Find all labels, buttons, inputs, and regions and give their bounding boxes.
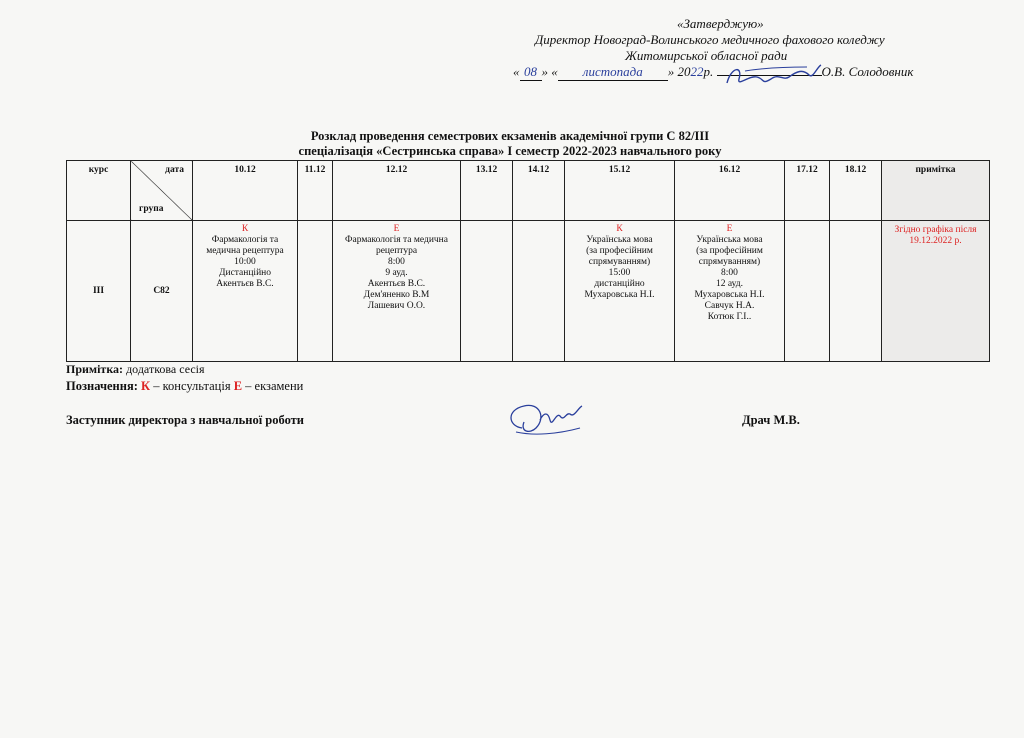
cell-line: 9 ауд. (385, 268, 408, 278)
note-label: Примітка: (66, 362, 124, 376)
header-date: 15.12 (565, 161, 675, 221)
cell-line: 10:00 (234, 257, 256, 267)
approval-director-name: О.В. Солодовник (821, 64, 914, 79)
note-text: додаткова сесія (123, 362, 205, 376)
header-date: 16.12 (675, 161, 785, 221)
cell-line: дистанційно (594, 279, 645, 289)
header-date: 14.12 (513, 161, 565, 221)
cell-line: Українська мова (696, 235, 763, 245)
exam-type-k: К (616, 224, 623, 234)
header-kurs: курс (67, 161, 131, 221)
note-line (66, 362, 205, 377)
legend-e-text: – екзамени (242, 379, 304, 393)
approval-month: листопада (558, 64, 668, 81)
header-date: 11.12 (298, 161, 333, 221)
exam-type-e: Е (393, 224, 400, 234)
cell-line: рецептура (375, 246, 418, 256)
cell-line: (за професійним (696, 246, 763, 256)
cell-line: 8:00 (721, 268, 738, 278)
approval-director-title: Директор Новоград-Волинського медичного фахового коледжу (535, 32, 885, 47)
header-note: примітка (882, 161, 990, 221)
header-data: дата (165, 165, 184, 175)
cell-line: 12 ауд. (716, 279, 743, 289)
schedule-table (66, 160, 990, 362)
cell-line: Котюк Г.І.. (707, 312, 752, 322)
header-grupa: група (139, 204, 164, 214)
cell-10-12 (193, 221, 298, 362)
cell-13-12 (461, 221, 513, 362)
deputy-name: Драч М.В. (742, 413, 800, 427)
table-row (67, 221, 990, 362)
cell-line: Акентьєв В.С. (367, 279, 426, 289)
exam-type-k: К (241, 224, 249, 234)
legend-line (66, 379, 303, 394)
cell-line: Мухаровська Н.І. (584, 290, 655, 300)
cell-line: 8:00 (388, 257, 405, 267)
cell-16-12 (675, 221, 785, 362)
header-date: 18.12 (830, 161, 882, 221)
cell-line: (за професійним (586, 246, 653, 256)
header-date: 12.12 (333, 161, 461, 221)
legend-k-text: – консультація (150, 379, 234, 393)
approval-council: Житомирської обласної ради (625, 48, 788, 63)
director-signature-line (717, 75, 822, 76)
approval-heading: «Затверджую» (677, 16, 764, 31)
cell-line: Савчук Н.А. (704, 301, 755, 311)
cell-line: Фармакологія та (211, 235, 279, 245)
cell-15-12 (565, 221, 675, 362)
legend-k: К (141, 379, 151, 393)
legend-label: Позначення: (66, 379, 141, 393)
schedule-title-line1: Розклад проведення семестрових екзаменів академічної групи С 82/ІІІ (310, 129, 710, 143)
cell-line: спрямуванням) (698, 257, 761, 267)
cell-line: медична рецептура (206, 246, 284, 256)
cell-line: Фармакологія та медична (345, 235, 448, 245)
schedule-title-line2: спеціалізація «Сестринська справа» І семестр 2022-2023 навчального року (298, 144, 722, 158)
approval-day: 08 (520, 64, 542, 81)
cell-grupa: С82 (131, 221, 193, 362)
note-text: Згідно графіка після 19.12.2022 р. (894, 225, 977, 246)
approval-year-suffix: 22 (690, 64, 704, 79)
cell-line: 15:00 (608, 268, 631, 278)
deputy-title: Заступник директора з навчальної роботи (66, 413, 305, 427)
exam-type-e: Е (726, 224, 733, 234)
cell-kurs: ІІІ (67, 221, 131, 362)
approval-year-end: р. (703, 64, 714, 79)
schedule-title (60, 129, 960, 159)
header-date: 17.12 (785, 161, 830, 221)
cell-line: Акентьєв В.С. (216, 279, 274, 289)
cell-14-12 (513, 221, 565, 362)
cell-line: Мухаровська Н.І. (694, 290, 765, 300)
approval-block (505, 16, 965, 81)
approval-year-prefix: 20 (677, 64, 691, 79)
cell-12-12 (333, 221, 461, 362)
header-row (67, 161, 990, 221)
cell-17-12 (785, 221, 830, 362)
director-signature (717, 61, 827, 91)
cell-18-12 (830, 221, 882, 362)
cell-line: Дем'яненко В.М (363, 290, 430, 300)
cell-note (882, 221, 990, 362)
header-date: 13.12 (461, 161, 513, 221)
cell-11-12 (298, 221, 333, 362)
header-date: 10.12 (193, 161, 298, 221)
cell-line: Лашевич О.О. (367, 301, 426, 311)
approval-date-line: « 08 » « листопада » 2022р. О.В. Солодовник (505, 64, 965, 81)
cell-line: Українська мова (586, 235, 653, 245)
cell-line: Дистанційно (219, 268, 271, 278)
deputy-signature (500, 398, 590, 440)
header-data-grupa (131, 161, 193, 221)
cell-line: спрямуванням) (588, 257, 651, 267)
legend-e: Е (233, 379, 243, 393)
